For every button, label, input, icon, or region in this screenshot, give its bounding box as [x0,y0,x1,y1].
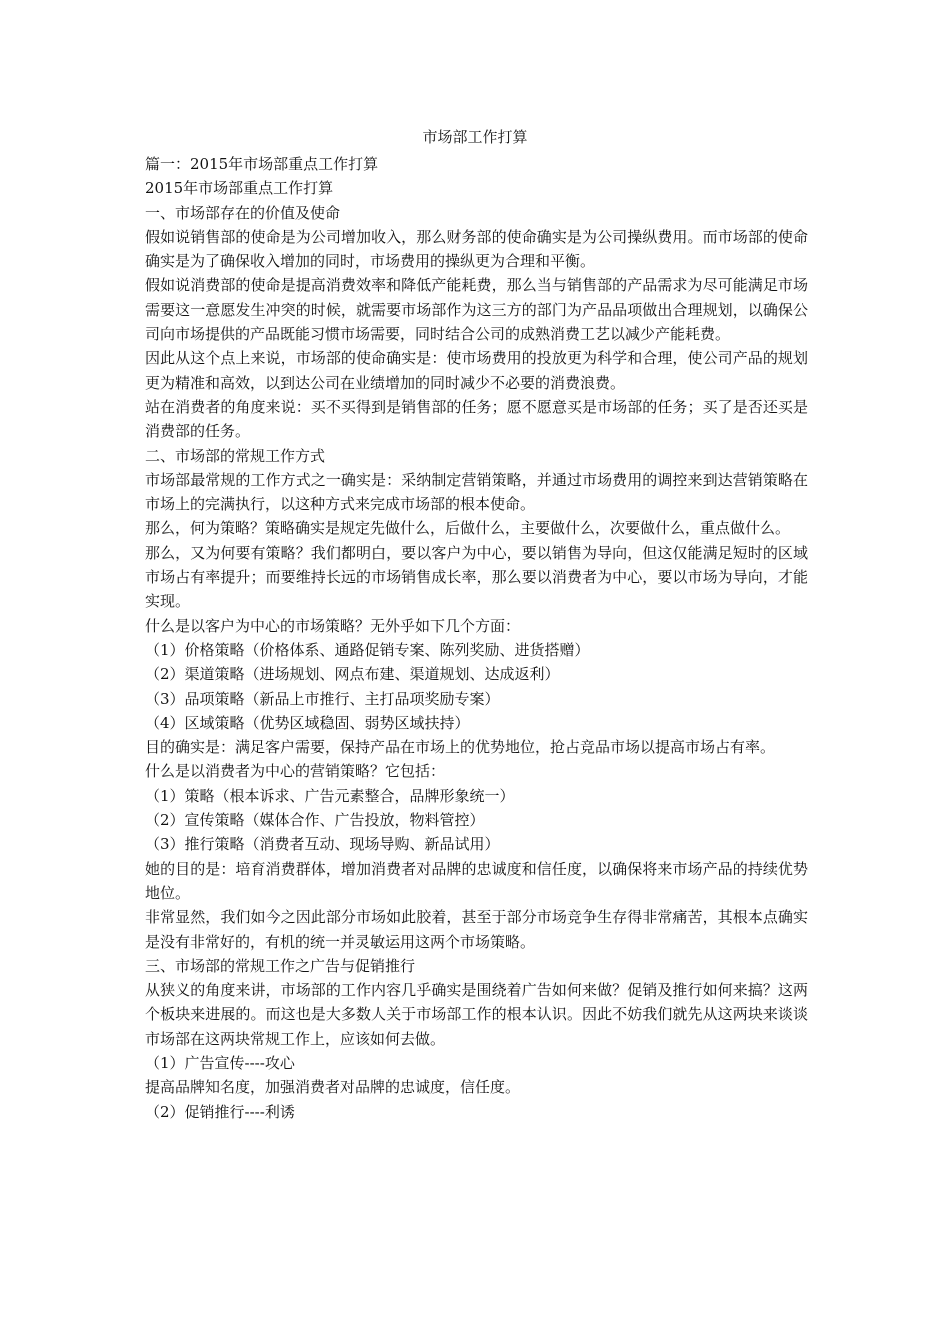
list-item: （2）促销推行----利诱 [145,1102,295,1121]
paragraph: 2015年市场部重点工作打算 [145,179,334,198]
list-item: （1）策略（根本诉求、广告元素整合，品牌形象统一） [145,786,515,805]
list-item: （4）区域策略（优势区域稳固、弱势区域扶持） [145,713,470,732]
paragraph: 那么，又为何要有策略？我们都明白，要以客户为中心，要以销售为导向，但这仅能满足短时的区域市场占有率提升；而要维持长远的市场销售成长率，那么要以消费者为中心，要以市场为导向，才能实现。 [145,543,808,611]
paragraph: 什么是以消费者为中心的营销策略？它包括： [145,762,446,781]
list-item: （2）宣传策略（媒体合作、广告投放，物料管控） [145,811,485,830]
paragraph: 因此从这个点上来说，市场部的使命确实是：使市场费用的投放更为科学和合理，使公司产品的规划更为精准和高效，以到达公司在业绩增加的同时减少不必要的消费浪费。 [145,349,808,392]
paragraph: 她的目的是：培育消费群体，增加消费者对品牌的忠诚度和信任度，以确保将来市场产品的持续优势地位。 [145,859,808,902]
document-title: 市场部工作打算 [422,128,528,146]
list-item: （2）渠道策略（进场规划、网点布建、渠道规划、达成返利） [145,665,560,684]
list-item: （3）品项策略（新品上市推行、主打品项奖励专案） [145,689,500,708]
paragraph: 假如说消费部的使命是提高消费效率和降低产能耗费，那么当与销售部的产品需求为尽可能满足市场需要这一意愿发生冲突的时候，就需要市场部作为这三方的部门为产品品项做出合理规划，以确保公司向市场提供的产品既能习惯市场需要，同时结合公司的成熟消费工艺以减少产能耗费。 [145,276,808,344]
paragraph: 目的确实是：满足客户需要，保持产品在市场上的优势地位，抢占竞品市场以提高市场占有率。 [145,738,776,757]
paragraph: 站在消费者的角度来说：买不买得到是销售部的任务；愿不愿意买是市场部的任务；买了是否还买是消费部的任务。 [145,397,808,441]
document-body [145,152,808,1124]
paragraph: 从狭义的角度来讲，市场部的工作内容几乎确实是围绕着广告如何来做？促销及推行如何来搞？这两个板块来进展的。而这也是大多数人关于市场部工作的根本认识。因此不妨我们就先从这两块来谈谈市场部在这两块常规工作上，应该如何去做。 [145,981,808,1048]
section-heading: 二、市场部的常规工作方式 [145,446,326,465]
paragraph: 市场部最常规的工作方式之一确实是：采纳制定营销策略，并通过市场费用的调控来到达营销策略在市场上的完满执行，以这种方式来完成市场部的根本使命。 [145,470,808,514]
paragraph: 假如说销售部的使命是为公司增加收入，那么财务部的使命确实是为公司操纵费用。而市场部的使命确实是为了确保收入增加的同时，市场费用的操纵更为合理和平衡。 [145,227,808,271]
list-item: （1）广告宣传----攻心 [145,1053,295,1072]
section-heading: 一、市场部存在的价值及使命 [145,203,341,222]
paragraph: 什么是以客户为中心的市场策略？无外乎如下几个方面： [145,616,521,635]
list-item: （3）推行策略（消费者互动、现场导购、新品试用） [145,835,500,854]
list-item: （1）价格策略（价格体系、通路促销专案、陈列奖励、进货搭赠） [145,640,590,659]
paragraph: 篇一：2015年市场部重点工作打算 [145,155,379,173]
section-heading: 三、市场部的常规工作之广告与促销推行 [145,956,416,975]
paragraph: 提高品牌知名度，加强消费者对品牌的忠诚度，信任度。 [145,1078,521,1097]
paragraph: 那么，何为策略？策略确实是规定先做什么，后做什么，主要做什么，次要做什么，重点做什么。 [145,519,791,538]
paragraph: 非常显然，我们如今之因此部分市场如此胶着，甚至于部分市场竞争生存得非常痛苦，其根本点确实是没有非常好的，有机的统一并灵敏运用这两个市场策略。 [145,908,808,951]
